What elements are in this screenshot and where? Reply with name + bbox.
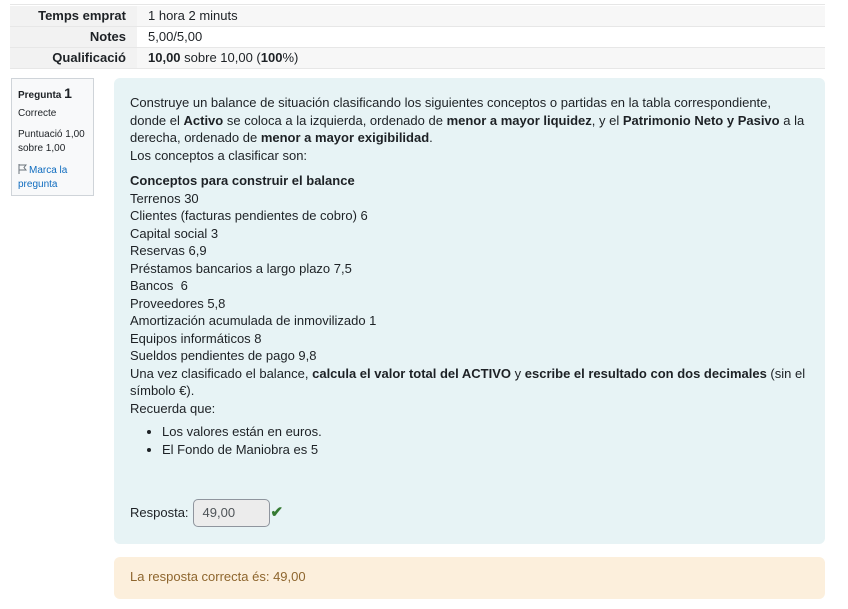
summary-label: Notes: [10, 27, 137, 47]
question-content: [114, 78, 825, 544]
grade-text: sobre 10,00 (: [180, 50, 261, 65]
question-state: Correcte: [18, 108, 57, 119]
summary-row-grade: [10, 48, 825, 69]
list-item: • El Fondo de Maniobra es 5: [162, 441, 809, 459]
attempt-summary-table: [10, 6, 825, 69]
list-item: Clientes (facturas pendientes de cobro) 6: [130, 208, 368, 223]
list-item: • Los valores están en euros.: [162, 423, 809, 441]
grade-percent: 100: [260, 50, 283, 65]
list-item: Proveedores 5,8: [130, 295, 226, 311]
remember-heading: Recuerda que:: [130, 400, 216, 416]
question-info-box: [11, 78, 94, 196]
flag-question-link[interactable]: Marca la pregunta: [18, 165, 68, 190]
concepts-list: [130, 172, 809, 365]
list-item: Equipos informáticos 8: [130, 330, 262, 346]
answer-label: Resposta:: [130, 505, 189, 521]
list-item: Capital social 3: [130, 225, 219, 241]
list-item: Bancos 6: [130, 278, 188, 293]
question-instructions: Construye un balance de situación clasificando los siguientes conceptos o partidas en la tabla correspondiente, donde el Activo se coloca a la izquierda, ordenado de menor a mayor liquidez, y el Patrimonio Neto y Pasivo a la derecha, ordenado de menor a mayor exigibilidad.: [130, 95, 805, 145]
summary-value: 5,00/5,00: [137, 27, 825, 47]
calculation-instructions: Una vez clasificado el balance, calcula el valor total del ACTIVO y escribe el resultado con dos decimales (sin el símbolo €).: [130, 365, 806, 398]
correct-answer-feedback: La resposta correcta és: 49,00: [114, 557, 825, 599]
question-number: Pregunta 1: [18, 85, 72, 101]
summary-value: 1 hora 2 minuts: [137, 6, 825, 26]
answer-input[interactable]: 49,00: [193, 499, 270, 527]
concepts-intro: Los conceptos a clasificar son:: [130, 147, 308, 163]
list-item: Sueldos pendientes de pago 9,8: [130, 348, 317, 363]
concepts-list-title: Conceptos para construir el balance: [130, 173, 355, 188]
summary-label: Qualificació: [10, 48, 137, 68]
summary-row-marks: [10, 27, 825, 48]
list-item: Préstamos bancarios a largo plazo 7,5: [130, 260, 352, 276]
question-grade: Puntuació 1,00 sobre 1,00: [18, 129, 85, 154]
top-divider: [10, 4, 825, 5]
remember-list: [130, 423, 809, 458]
answer-row: [130, 499, 283, 527]
grade-value: 10,00: [148, 50, 181, 65]
grade-text-end: %): [282, 50, 299, 65]
list-item: Terrenos 30: [130, 190, 199, 206]
correct-check-icon: ✔: [270, 504, 284, 522]
summary-row-time: [10, 6, 825, 27]
flag-icon: [18, 164, 27, 174]
summary-value: [137, 48, 825, 68]
list-item: Reservas 6,9: [130, 243, 207, 258]
list-item: Amortización acumulada de inmovilizado 1: [130, 313, 377, 328]
summary-label: Temps emprat: [10, 6, 137, 26]
